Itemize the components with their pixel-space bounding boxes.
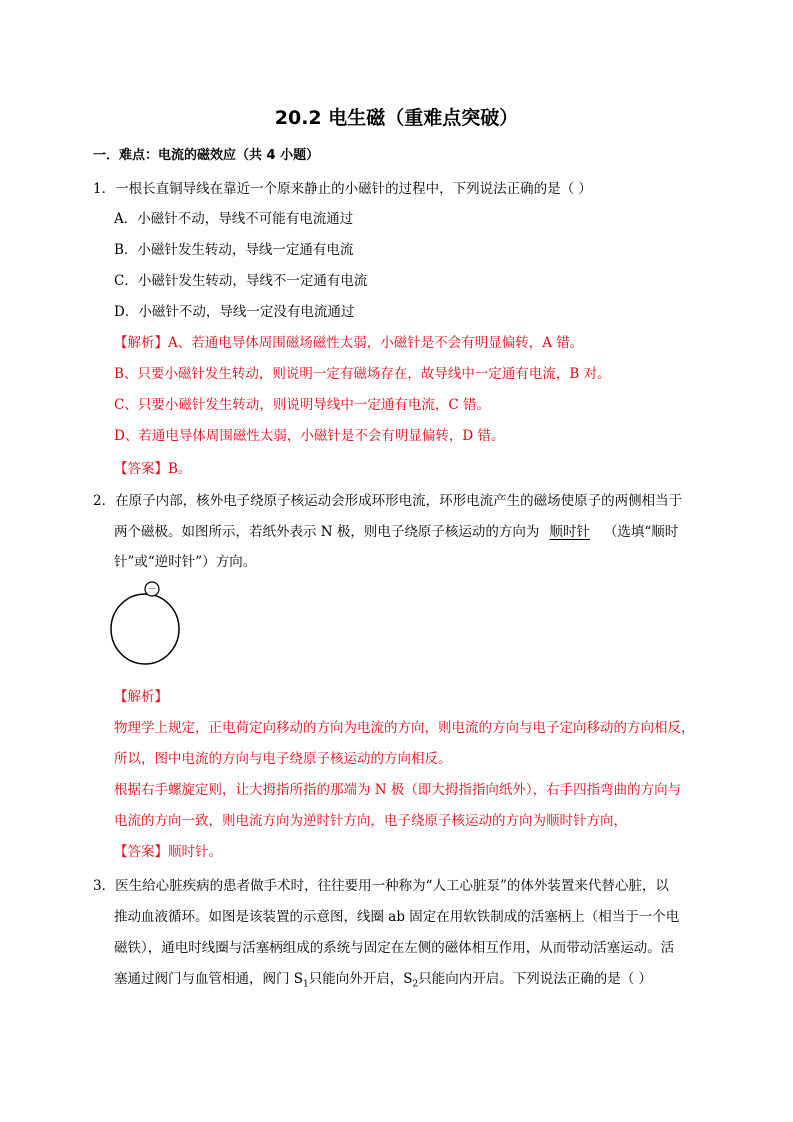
- q2-answer-blank: 顺时针: [549, 524, 590, 540]
- q2-line-2-before: 两个磁极。如图所示，若纸外表示 N 极，则电子绕原子核运动的方向为: [114, 524, 540, 540]
- q2-analysis-1: 物理学上规定，正电荷定向移动的方向为电流的方向，则电流的方向与电子定向移动的方向相反，: [114, 720, 695, 736]
- valve-s1-subscript: 1: [303, 979, 309, 990]
- q2-analysis-4: 电流的方向一致，则电流方向为逆时针方向，电子绕原子核运动的方向为顺时针方向，: [114, 813, 627, 829]
- q2-answer: 【答案】顺时针。: [114, 844, 222, 860]
- q2-line-2-after: （选填“顺时: [603, 524, 679, 540]
- valve-s2-subscript: 2: [412, 979, 419, 990]
- q2-analysis-title: 【解析】: [114, 689, 168, 705]
- page-title: 20.2 电生磁（重难点突破）: [274, 107, 519, 129]
- electron-orbit: [111, 594, 179, 664]
- q3-line-1: 3．医生给心脏疾病的患者做手术时，往往要用一种称为“人工心脏泵”的体外装置来代替心脏，以: [93, 878, 669, 894]
- q3-line-3: 磁铁），通电时线圈与活塞柄组成的系统与固定在左侧的磁体相互作用，从而带动活塞运动。活: [114, 940, 675, 956]
- q3-line-4-a: 塞通过阀门与血管相通，阀门 S: [114, 971, 304, 987]
- q3-line-4: [114, 967, 652, 990]
- q1-answer: 【答案】B。: [114, 461, 192, 477]
- q1-analysis-a: 【解析】A、若通电导体周围磁场磁性太弱，小磁针是不会有明显偏转，A 错。: [114, 335, 584, 351]
- q3-line-2: 推动血液循环。如图是该装置的示意图，线圈 ab 固定在用软铁制成的活塞柄上（相当于一个电: [114, 909, 680, 925]
- q3-line-4-b: 只能向外开启，S: [308, 971, 413, 987]
- q1-option-c: C．小磁针发生转动，导线不一定通有电流: [114, 273, 368, 289]
- q1-analysis-b: B、只要小磁针发生转动，则说明一定有磁场存在，故导线中一定通有电流，B 对。: [114, 366, 611, 382]
- q1-option-a: A．小磁针不动，导线不可能有电流通过: [114, 211, 354, 227]
- q1-option-b: B．小磁针发生转动，导线一定通有电流: [114, 242, 354, 258]
- q2-analysis-2: 所以，图中电流的方向与电子绕原子核运动的方向相反。: [114, 751, 452, 767]
- section-heading: 一．难点：电流的磁效应（共 4 小题）: [93, 148, 320, 163]
- q2-line-1: 2．在原子内部，核外电子绕原子核运动会形成环形电流，环形电流产生的磁场使原子的两侧相当于: [93, 493, 683, 509]
- q1-analysis-c: C、只要小磁针发生转动，则说明导线中一定通有电流，C 错。: [114, 397, 490, 413]
- q2-line-2: [114, 520, 678, 540]
- q1-stem: 1．一根长直铜导线在靠近一个原来静止的小磁针的过程中，下列说法正确的是（ ）: [93, 181, 592, 197]
- electron-symbol: －: [147, 585, 157, 595]
- q1-option-d: D．小磁针不动，导线一定没有电流通过: [114, 304, 355, 320]
- atom-orbit-diagram: [108, 575, 188, 667]
- q3-line-4-c: 只能向内开启。下列说法正确的是（ ）: [418, 971, 653, 987]
- q2-line-3: 针”或“逆时针”）方向。: [114, 554, 257, 570]
- q1-analysis-d: D、若通电导体周围磁性太弱，小磁针是不会有明显偏转，D 错。: [114, 428, 505, 444]
- q2-analysis-3: 根据右手螺旋定则，让大拇指所指的那端为 N 极（即大拇指指向纸外），右手四指弯曲的方向与: [114, 782, 682, 798]
